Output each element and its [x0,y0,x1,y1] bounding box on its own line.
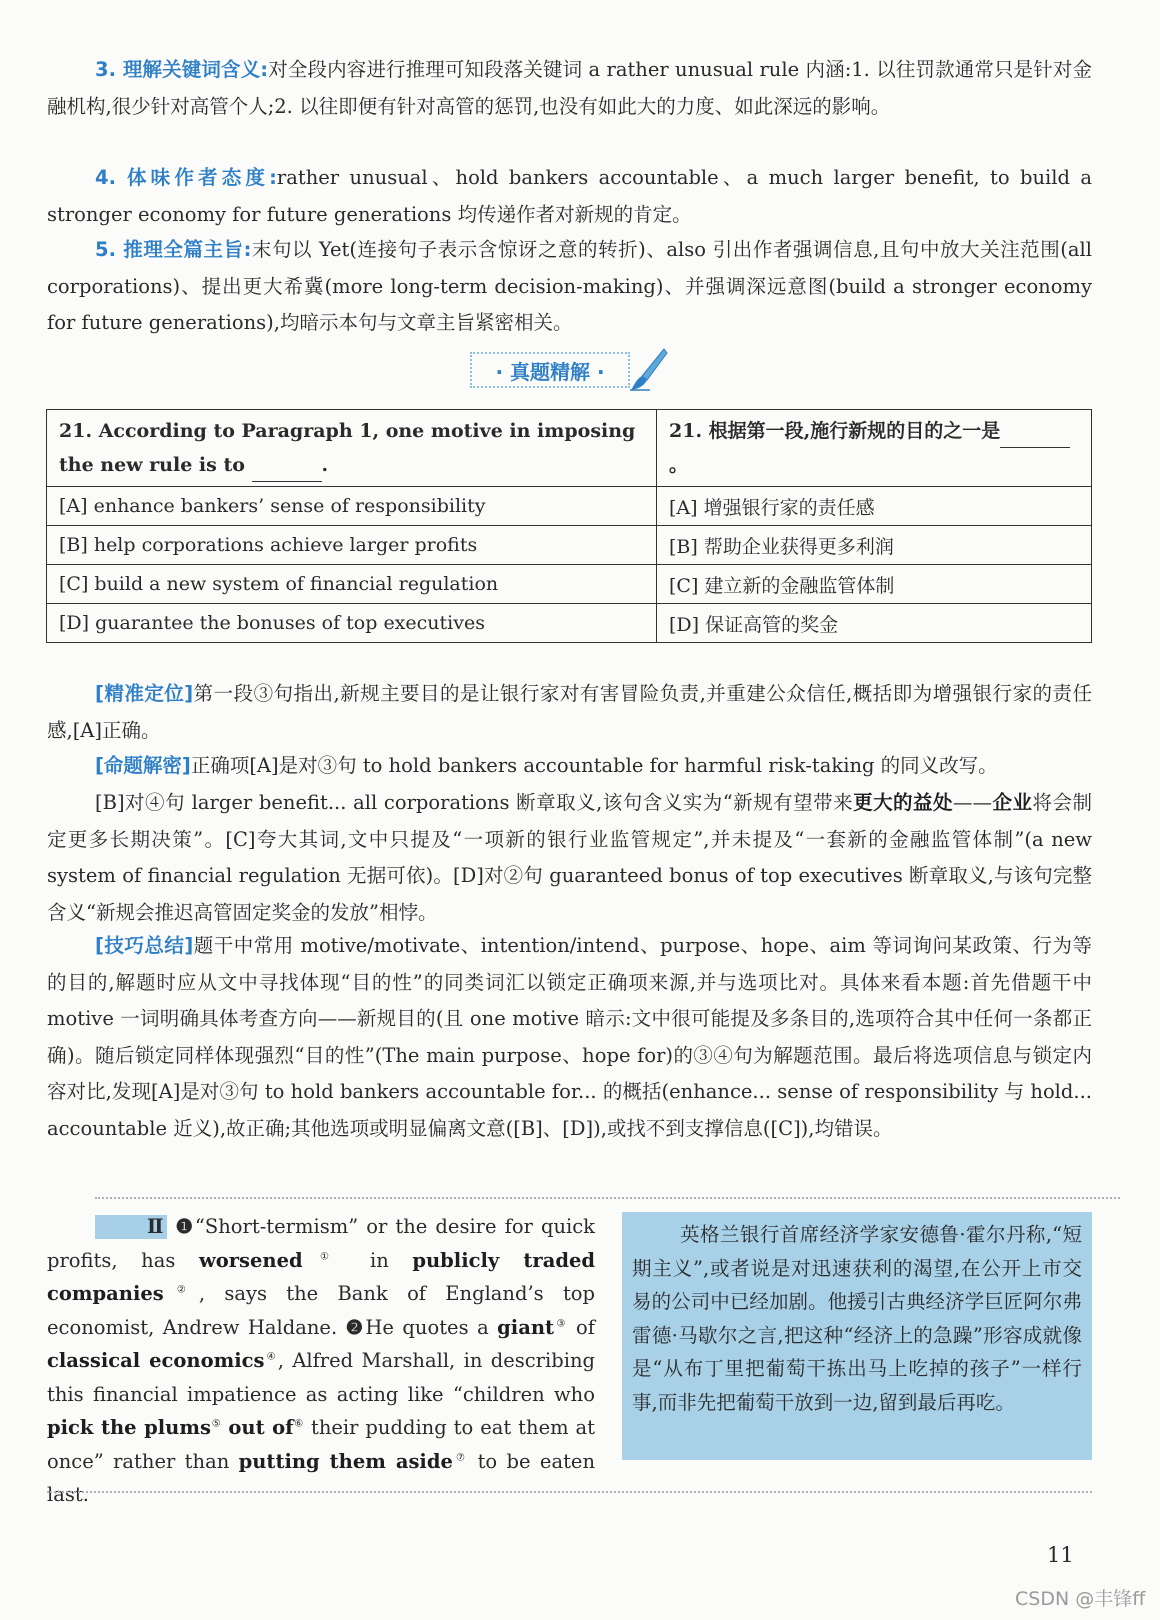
analysis-decode [47,748,1092,785]
paragraph-number: Ⅱ [95,1215,167,1239]
option-row [47,487,1092,526]
option-c-zh: [C] 建立新的金融监管体制 [657,565,1092,604]
translation-box: 英格兰银行首席经济学家安德鲁·霍尔丹称,“短期主义”,或者说是对迅速获利的渴望,在公开上市交易的公司中已经加剧。他援引古典经济学巨匠阿尔弗雷德·马歇尔之言,把这种“经济上的急躁”形容成就像是“从布丁里把葡萄干拣出马上吃掉的孩子”一样行事,而非先把葡萄干放到一边,留到最后再吃。 [622,1212,1092,1460]
option-c-en: [C] build a new system of financial regulation [47,565,657,604]
point-4-text: rather unusual、hold bankers accountable、a much larger benefit, to build a stronger economy for future generations 均传递作者对新规的肯定。 [47,166,1092,226]
passage-paragraph: Ⅱ ❶“Short-termism” or the desire for quick profits, has worsened① in publicly traded companies②, says the Bank of England’s top economist, Andrew Haldane. ❷He quotes a giant③ of classical economics④, Alfred Marshall, in describing this financial impatience as acting like “children who pick the plums⑤ out of⑥ their pudding to eat them at once” rather than putting them aside⑦ to be eaten last. [47,1215,596,1506]
brush-icon [628,346,670,392]
divider-bottom [47,1491,1092,1493]
option-row [47,526,1092,565]
option-row [47,604,1092,643]
point-4 [47,160,1092,233]
option-a-en: [A] enhance bankers’ sense of responsibility [47,487,657,526]
analysis-locate [47,676,1092,749]
option-b-en: [B] help corporations achieve larger profits [47,526,657,565]
question-en: 21. According to Paragraph 1, one motive in imposing the new rule is to . [47,410,657,487]
point-3-text: 对全段内容进行推理可知段落关键词 a rather unusual rule 内涵:1. 以往罚款通常只是针对金融机构,很少针对高管个人;2. 以往即便有针对高管的惩罚,也没有如此大的力度、如此深远的影响。 [47,58,1092,118]
skill-text: 题干中常用 motive/motivate、intention/intend、purpose、hope、aim 等词询问某政策、行为等的目的,解题时应从文中寻找体现“目的性”的同类词汇以锁定正确项来源,并与选项比对。具体来看本题:首先借题干中 motive 一词明确具体考查方向——新规目的(且 one motive 暗示:文中很可能提及多条目的,选项符合其中任何一条都正确)。随后锁定同样体现强烈“目的性”(The main purpose、hope for)的③④句为解题范围。最后将选项信息与锁定内容对比,发现[A]是对③句 to hold bankers accountable for... 的概括(enhance... sense of responsibility 与 hold... accountable 近义),故正确;其他选项或明显偏离文意([B]、[D]),或找不到支撑信息([C]),均错误。 [47,934,1092,1140]
option-d-zh: [D] 保证高管的奖金 [657,604,1092,643]
decode-label: [命题解密] [95,754,191,777]
divider-top [95,1197,1120,1199]
point-4-label: 4. 体味作者态度: [95,166,277,189]
point-5-label: 5. 推理全篇主旨: [95,238,252,261]
point-5 [47,232,1092,342]
analysis-skill [47,928,1092,1147]
answer-blank-zh [1000,427,1070,448]
section-title: · 真题精解 · [470,352,630,388]
option-b-zh: [B] 帮助企业获得更多利润 [657,526,1092,565]
decode-text: 正确项[A]是对③句 to hold bankers accountable for harmful risk-taking 的同义改写。 [190,754,998,777]
option-d-en: [D] guarantee the bonuses of top executives [47,604,657,643]
sentence-2-marker: ❷ [345,1315,366,1339]
option-row [47,565,1092,604]
skill-label: [技巧总结] [95,934,194,957]
point-3 [47,52,1092,125]
question-table [46,409,1092,643]
question-zh: 21. 根据第一段,施行新规的目的之一是。 [657,410,1092,487]
locate-label: [精准定位] [95,682,194,705]
page-number: 11 [1047,1543,1074,1567]
point-5-text: 末句以 Yet(连接句子表示含惊讶之意的转折)、also 引出作者强调信息,且句中放大关注范围(all corporations)、提出更大希冀(more long-term decision-making)、并强调深远意图(build a stronger economy for future generations),均暗示本句与文章主旨紧密相关。 [47,238,1092,334]
option-a-zh: [A] 增强银行家的责任感 [657,487,1092,526]
watermark: CSDN @丰锋ff [1015,1588,1146,1610]
point-3-label: 3. 理解关键词含义: [95,58,269,81]
answer-blank [252,461,322,482]
analysis-distractors: [B]对④句 larger benefit... all corporations 断章取义,该句含义实为“新规有望带来更大的益处——企业将会制定更多长期决策”。[C]夸大其词,文中只提及“一项新的银行业监管规定”,并未提及“一套新的金融监管体制”(a new system of financial regulation 无据可依)。[D]对②句 guaranteed bonus of top executives 断章取义,与该句完整含义“新规会推迟高管固定奖金的发放”相悖。 [47,791,1092,924]
question-header-row [47,410,1092,487]
locate-text: 第一段③句指出,新规主要目的是让银行家对有害冒险负责,并重建公众信任,概括即为增强银行家的责任感,[A]正确。 [47,682,1092,742]
sentence-1-marker: ❶ [175,1215,195,1238]
